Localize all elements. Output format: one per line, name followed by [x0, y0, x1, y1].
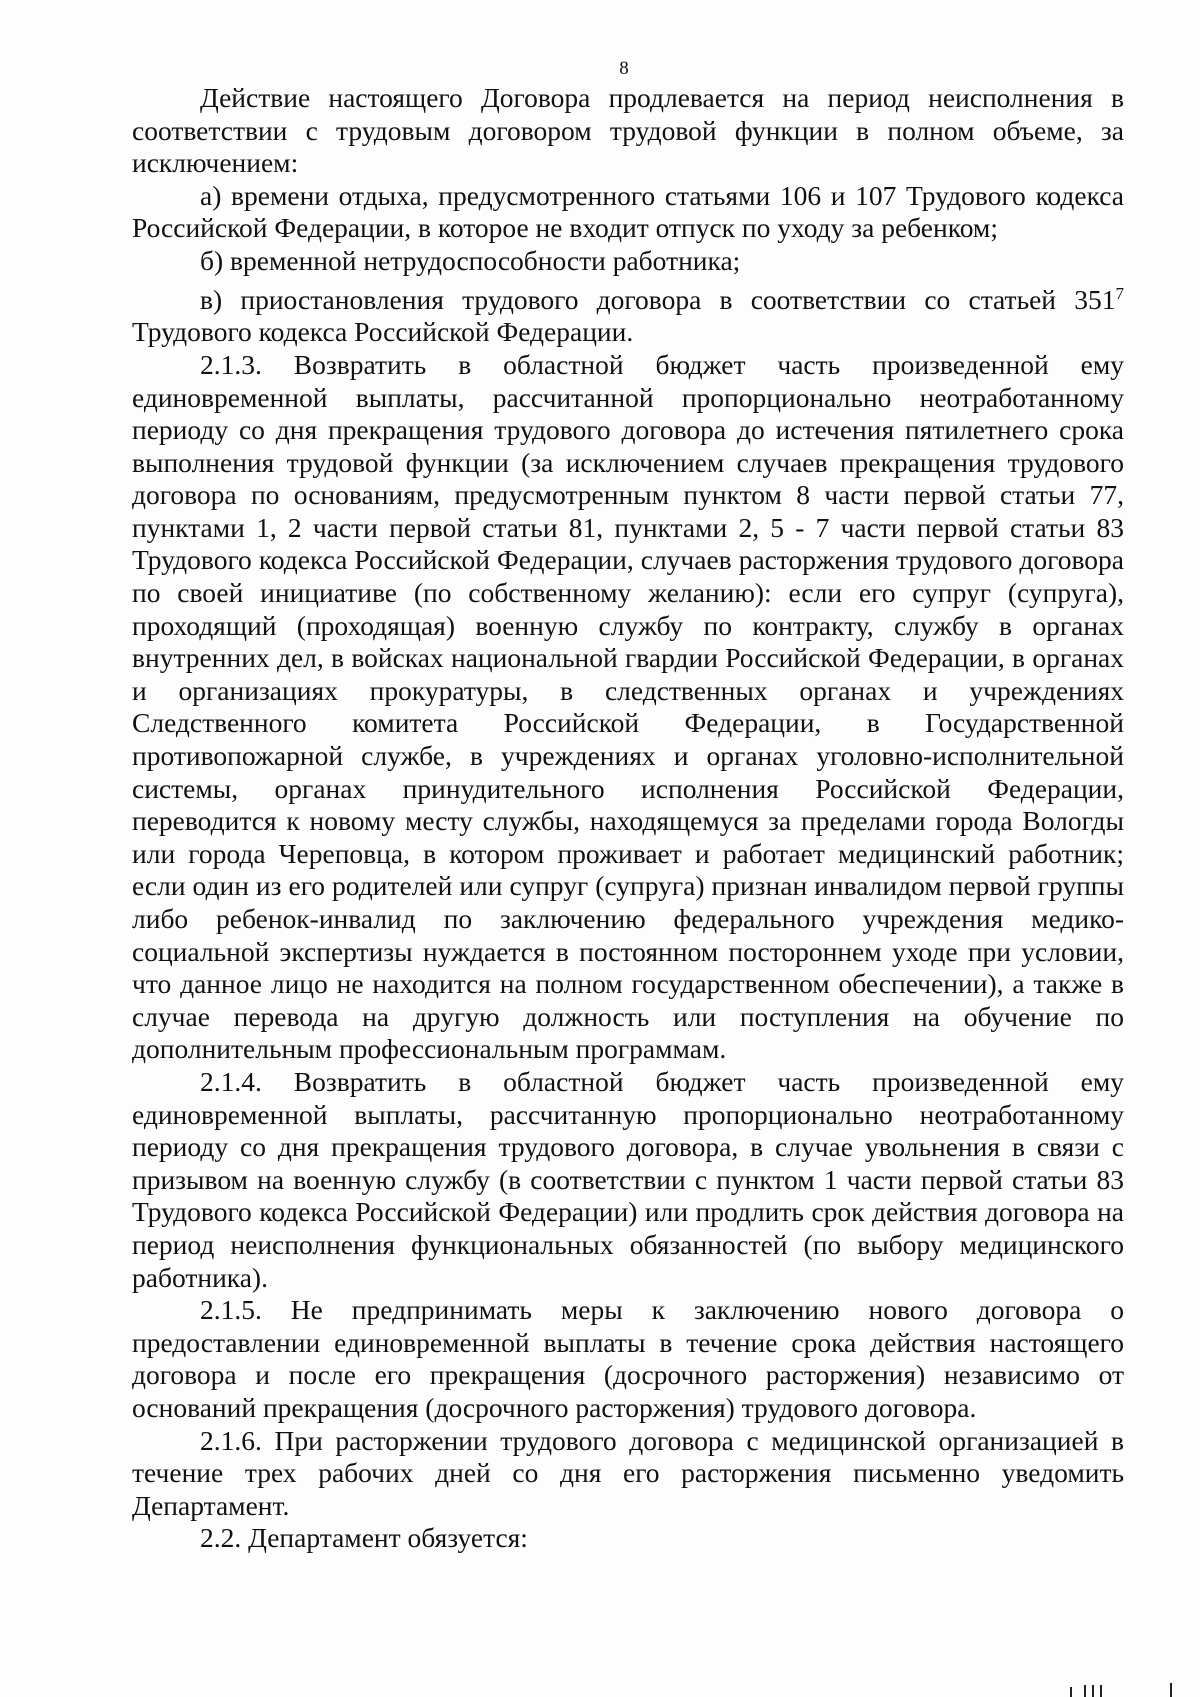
paragraph-item-v — [132, 278, 1124, 349]
paragraph-item-b: б) временной нетрудоспособности работника; — [200, 244, 741, 276]
paragraph-2-1-3: 2.1.3. Возвратить в областной бюджет часть произведенной ему единовременной выплаты, рассчитанной пропорционально неотработанному периоду со дня прекращения трудового договора до истечения пятилетнего срока выполнения трудовой функции (за исключением случаев прекращения трудового договора по основаниям, предусмотренным пунктом 8 части первой статьи 77, пунктами 1, 2 части первой статьи 81, пунктами 2, 5 - 7 части первой статьи 83 Трудового кодекса Российской Федерации, случаев расторжения трудового договора по своей инициативе (по собственному желанию): если его супруг (супруга), проходящий (проходящая) военную службу по контракту, службу в органах внутренних дел, в войсках национальной гвардии Российской Федерации, в органах и организациях прокуратуры, в следственных органах и учреждениях Следственного комитета Российской Федерации, в Государственной противопожарной службе, в учреждениях и органах уголовно-исполнительной системы, органах принудительного исполнения Российской Федерации, переводится к новому месту службы, находящемуся за пределами города Вологды или города Череповца, в котором проживает и работает медицинский работник; если один из его родителей или супруг (супруга) признан инвалидом первой группы либо ребенок-инвалид по заключению федерального учреждения медико-социальной экспертизы нуждается в постоянном постороннем уходе при условии, что данное лицо не находится на полном государственном обеспечении), а также в случае перевода на другую должность или поступления на обучение по дополнительным профессиональным программам. — [132, 348, 1124, 1065]
paragraph-item-a: а) времени отдыха, предусмотренного статьями 106 и 107 Трудового кодекса Российской Федерации, в которое не входит отпуск по уходу за ребенком; — [132, 179, 1124, 244]
item-v-tail: Трудового кодекса Российской Федерации. — [132, 316, 634, 348]
item-v-text: в) приостановления трудового договора в соответствии со статьей 351 — [200, 283, 1116, 315]
paragraph-extension-clause: Действие настоящего Договора продлевается на период неисполнения в соответствии с трудовым договором трудовой функции в полном объеме, за исключением: — [132, 82, 1124, 179]
paragraph-2-2: 2.2. Департамент обязуется: — [200, 1522, 528, 1554]
paragraph-2-1-5: 2.1.5. Не предпринимать меры к заключению нового договора о предоставлении единовременной выплаты в течение срока действия настоящего договора и после его прекращения (досрочного расторжения) независимо от оснований прекращения (досрочного расторжения) трудового договора. — [132, 1294, 1124, 1423]
page-number: 8 — [619, 58, 629, 79]
article-superscript: 7 — [1115, 283, 1124, 303]
document-body — [132, 82, 1124, 1555]
scan-edge-marks — [1070, 1683, 1180, 1697]
paragraph-2-1-6: 2.1.6. При расторжении трудового договора с медицинской организацией в течение трех рабочих дней со дня его расторжения письменно уведомить Департамент. — [132, 1424, 1124, 1521]
paragraph-2-1-4: 2.1.4. Возвратить в областной бюджет часть произведенной ему единовременной выплаты, рассчитанную пропорционально неотработанному периоду со дня прекращения трудового договора, в случае увольнения в связи с призывом на военную службу (в соответствии с пунктом 1 части первой статьи 83 Трудового кодекса Российской Федерации) или продлить срок действия договора на период неисполнения функциональных обязанностей (по выбору медицинского работника). — [132, 1065, 1124, 1293]
